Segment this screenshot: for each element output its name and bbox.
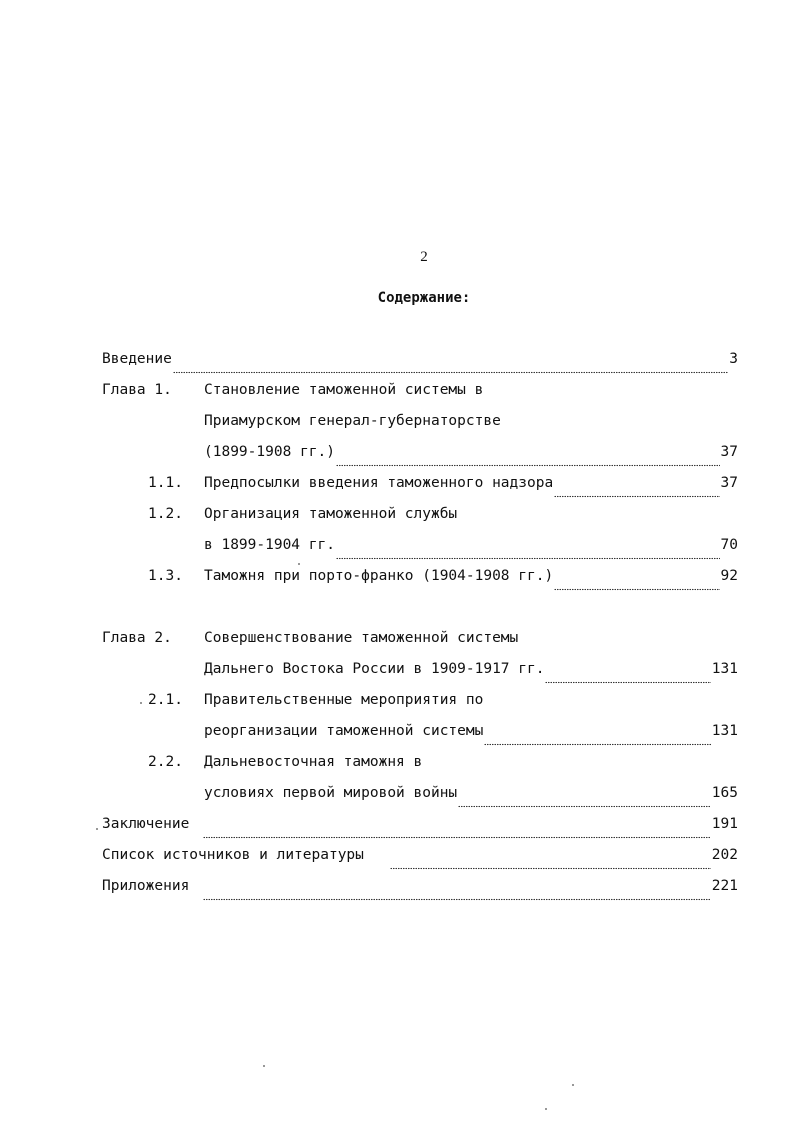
chapter-title: Дальнего Востока России в 1909-1917 гг. bbox=[204, 661, 545, 677]
toc-page-number: 131 bbox=[711, 661, 738, 677]
toc-section-1-1 bbox=[102, 472, 738, 503]
toc-chapter-2-heading bbox=[102, 627, 738, 658]
table-of-contents bbox=[102, 348, 738, 906]
toc-entry-appendices bbox=[102, 875, 738, 906]
toc-entry-title: Список источников и литературы bbox=[102, 847, 364, 863]
scan-speck bbox=[572, 1084, 574, 1086]
section-title: Таможня при порто-франко (1904-1908 гг.) bbox=[204, 568, 554, 584]
toc-page-number: 202 bbox=[711, 847, 738, 863]
toc-section-1-2-cont bbox=[102, 534, 738, 565]
dot-leader bbox=[336, 550, 720, 560]
toc-spacer bbox=[102, 596, 738, 627]
toc-section-1-3 bbox=[102, 565, 738, 596]
dot-leader bbox=[390, 860, 711, 870]
dot-leader bbox=[458, 798, 711, 808]
toc-page-number: 70 bbox=[720, 537, 738, 553]
toc-chapter-1-heading-cont bbox=[102, 410, 738, 441]
chapter-label: Глава 2. bbox=[102, 630, 172, 646]
section-number: 1.3. bbox=[148, 568, 183, 584]
dot-leader bbox=[203, 891, 710, 901]
scan-speck bbox=[140, 702, 142, 704]
dot-leader bbox=[554, 488, 719, 498]
dot-leader bbox=[173, 364, 728, 374]
section-title: в 1899-1904 гг. bbox=[204, 537, 335, 553]
section-title: реорганизации таможенной системы bbox=[204, 723, 484, 739]
scan-speck bbox=[298, 563, 300, 565]
toc-page-number: 37 bbox=[720, 475, 738, 491]
toc-entry-title: Введение bbox=[102, 351, 172, 367]
section-number: 1.1. bbox=[148, 475, 183, 491]
section-number: 1.2. bbox=[148, 506, 183, 522]
dot-leader bbox=[203, 829, 710, 839]
toc-chapter-1-last-line bbox=[102, 441, 738, 472]
chapter-label: Глава 1. bbox=[102, 382, 172, 398]
section-number: 2.2. bbox=[148, 754, 183, 770]
toc-entry-title: Заключение bbox=[102, 816, 190, 832]
toc-section-2-1 bbox=[102, 689, 738, 720]
toc-page-number: 37 bbox=[720, 444, 738, 460]
chapter-title: Совершенствование таможенной системы bbox=[204, 630, 519, 646]
toc-page-number: 191 bbox=[711, 816, 738, 832]
chapter-title: Приамурском генерал-губернаторстве bbox=[204, 413, 501, 429]
section-title: условиях первой мировой войны bbox=[204, 785, 458, 801]
toc-page-number: 165 bbox=[711, 785, 738, 801]
chapter-title: Становление таможенной системы в bbox=[204, 382, 484, 398]
scan-speck bbox=[545, 1108, 547, 1110]
scan-speck bbox=[96, 828, 98, 830]
toc-entry-intro bbox=[102, 348, 738, 379]
toc-section-2-2 bbox=[102, 751, 738, 782]
toc-section-2-2-cont bbox=[102, 782, 738, 813]
section-title: Дальневосточная таможня в bbox=[204, 754, 423, 770]
toc-chapter-2-last-line bbox=[102, 658, 738, 689]
toc-section-1-2 bbox=[102, 503, 738, 534]
toc-entry-sources bbox=[102, 844, 738, 875]
chapter-title: (1899-1908 гг.) bbox=[204, 444, 335, 460]
page-title: Содержание: bbox=[377, 290, 471, 306]
section-title: Предпосылки введения таможенного надзора bbox=[204, 475, 554, 491]
toc-page-number: 3 bbox=[729, 351, 738, 367]
toc-entry-title: Приложения bbox=[102, 878, 190, 894]
section-title: Организация таможенной службы bbox=[204, 506, 458, 522]
page-number: 2 bbox=[420, 249, 428, 265]
scan-speck bbox=[263, 1065, 265, 1067]
dot-leader bbox=[545, 674, 710, 684]
section-title: Правительственные мероприятия по bbox=[204, 692, 484, 708]
dot-leader bbox=[336, 457, 720, 467]
dot-leader bbox=[484, 736, 710, 746]
toc-section-2-1-cont bbox=[102, 720, 738, 751]
toc-entry-conclusion bbox=[102, 813, 738, 844]
toc-page-number: 92 bbox=[720, 568, 738, 584]
toc-page-number: 131 bbox=[711, 723, 738, 739]
toc-page-number: 221 bbox=[711, 878, 738, 894]
toc-chapter-1-heading bbox=[102, 379, 738, 410]
section-number: 2.1. bbox=[148, 692, 183, 708]
dot-leader bbox=[554, 581, 719, 591]
